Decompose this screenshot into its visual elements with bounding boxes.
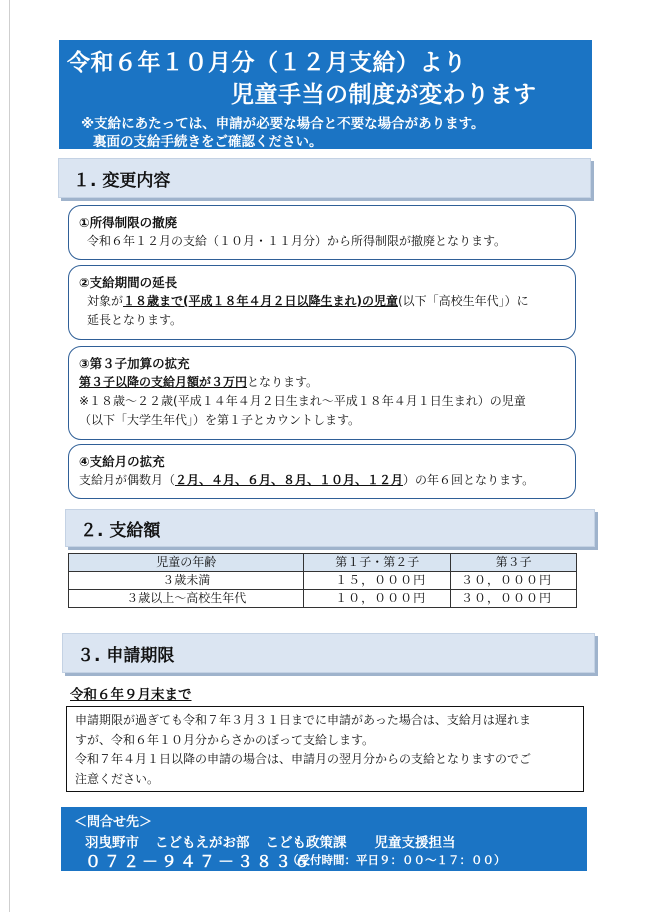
banner-title-line1: 令和６年１０月分（１２月支給）より — [67, 50, 467, 76]
contact-division: こども政策課 — [265, 835, 347, 851]
deadline-note-line: すが、令和６年１０月分からさかのぼって支給します。 — [75, 732, 375, 747]
change-item-text: 支給月が偶数月（ — [79, 473, 176, 487]
deadline-note-line: 申請期限が過ぎても令和７年３月３１日までに申請があった場合は、支給月は遅れま — [75, 713, 531, 727]
change-item-emphasis: １８歳まで(平成１８年４月２日以降生まれ)の児童 — [123, 294, 398, 308]
title-banner — [59, 40, 592, 149]
application-deadline: 令和６年９月末まで — [70, 687, 192, 703]
table-cell-amount: ３０，０００円 — [451, 590, 577, 608]
change-item-income-limit — [68, 205, 576, 260]
change-item-text-line2: ※１８歳～２２歳(平成１４年４月２日生まれ～平成１８年４月１日生まれ）の児童 — [79, 394, 526, 408]
contact-box — [61, 807, 587, 871]
section-heading-deadline: ３. 申請期限 — [62, 633, 595, 673]
change-item-text: 令和６年１２月の支給（１０月・１１月分）から所得制限が撤廃となります。 — [87, 234, 507, 248]
table-header-cell: 第３子 — [451, 554, 577, 572]
change-item-text: ）の年６回となります。 — [403, 473, 535, 487]
contact-organization — [85, 831, 456, 851]
contact-department: こどもえがお部 — [155, 835, 250, 851]
banner-note-line2: 裏面の支給手続きをご確認ください。 — [93, 134, 323, 150]
contact-hours: （受付時間：平日９：００～１７：００） — [287, 853, 506, 867]
table-row — [69, 590, 577, 608]
table-header-cell: 第１子・第２子 — [304, 554, 451, 572]
table-cell-amount: １０，０００円 — [304, 590, 451, 608]
banner-note-line1: ※支給にあたっては、申請が必要な場合と不要な場合があります。 — [81, 116, 485, 132]
contact-heading: ＜問合せ先＞ — [74, 815, 153, 830]
change-item-title: ①所得制限の撤廃 — [79, 215, 178, 230]
table-cell-age: ３歳未満 — [69, 572, 304, 590]
change-item-period-extension — [68, 265, 576, 340]
change-item-emphasis: ２月、４月、６月、８月、１０月、１２月 — [175, 473, 404, 487]
change-item-title: ③第３子加算の拡充 — [79, 356, 190, 371]
contact-phone: ０７２－９４７－３８３６ — [85, 852, 314, 871]
change-item-title: ②支給期間の延長 — [79, 275, 178, 290]
change-item-text-line2: 延長となります。 — [87, 313, 183, 327]
table-row — [69, 572, 577, 590]
table-header-row — [69, 554, 577, 572]
change-item-text: 対象が — [87, 294, 124, 308]
table-header-cell: 児童の年齢 — [69, 554, 304, 572]
table-cell-amount: １５，０００円 — [304, 572, 451, 590]
change-item-payment-months — [68, 444, 576, 499]
deadline-note-line: 令和７年４月１日以降の申請の場合は、申請月の翌月分からの支給となりますのでご — [75, 752, 532, 766]
section-heading-changes: １. 変更内容 — [58, 158, 591, 198]
banner-title-line2: 児童手当の制度が変わります — [231, 82, 537, 108]
contact-city: 羽曳野市 — [85, 835, 139, 851]
table-cell-age: ３歳以上～高校生年代 — [69, 590, 304, 608]
change-item-emphasis: 第３子以降の支給月額が３万円 — [79, 375, 248, 389]
change-item-text: となります。 — [247, 375, 319, 389]
change-item-third-child — [68, 346, 576, 440]
contact-section: 児童支援担当 — [374, 835, 456, 851]
change-item-title: ④支給月の拡充 — [79, 454, 165, 469]
page-edge-line — [9, 0, 10, 912]
change-item-text-line3: （以下「大学生年代」）を第１子とカウントします。 — [79, 413, 361, 427]
section-heading-amount: ２. 支給額 — [65, 509, 595, 547]
deadline-note-line: 注意ください。 — [75, 771, 160, 786]
deadline-note-box — [66, 706, 584, 792]
change-item-text: (以下「高校生年代」）に — [398, 294, 529, 308]
amount-table — [68, 553, 577, 608]
table-cell-amount: ３０，０００円 — [451, 572, 577, 590]
